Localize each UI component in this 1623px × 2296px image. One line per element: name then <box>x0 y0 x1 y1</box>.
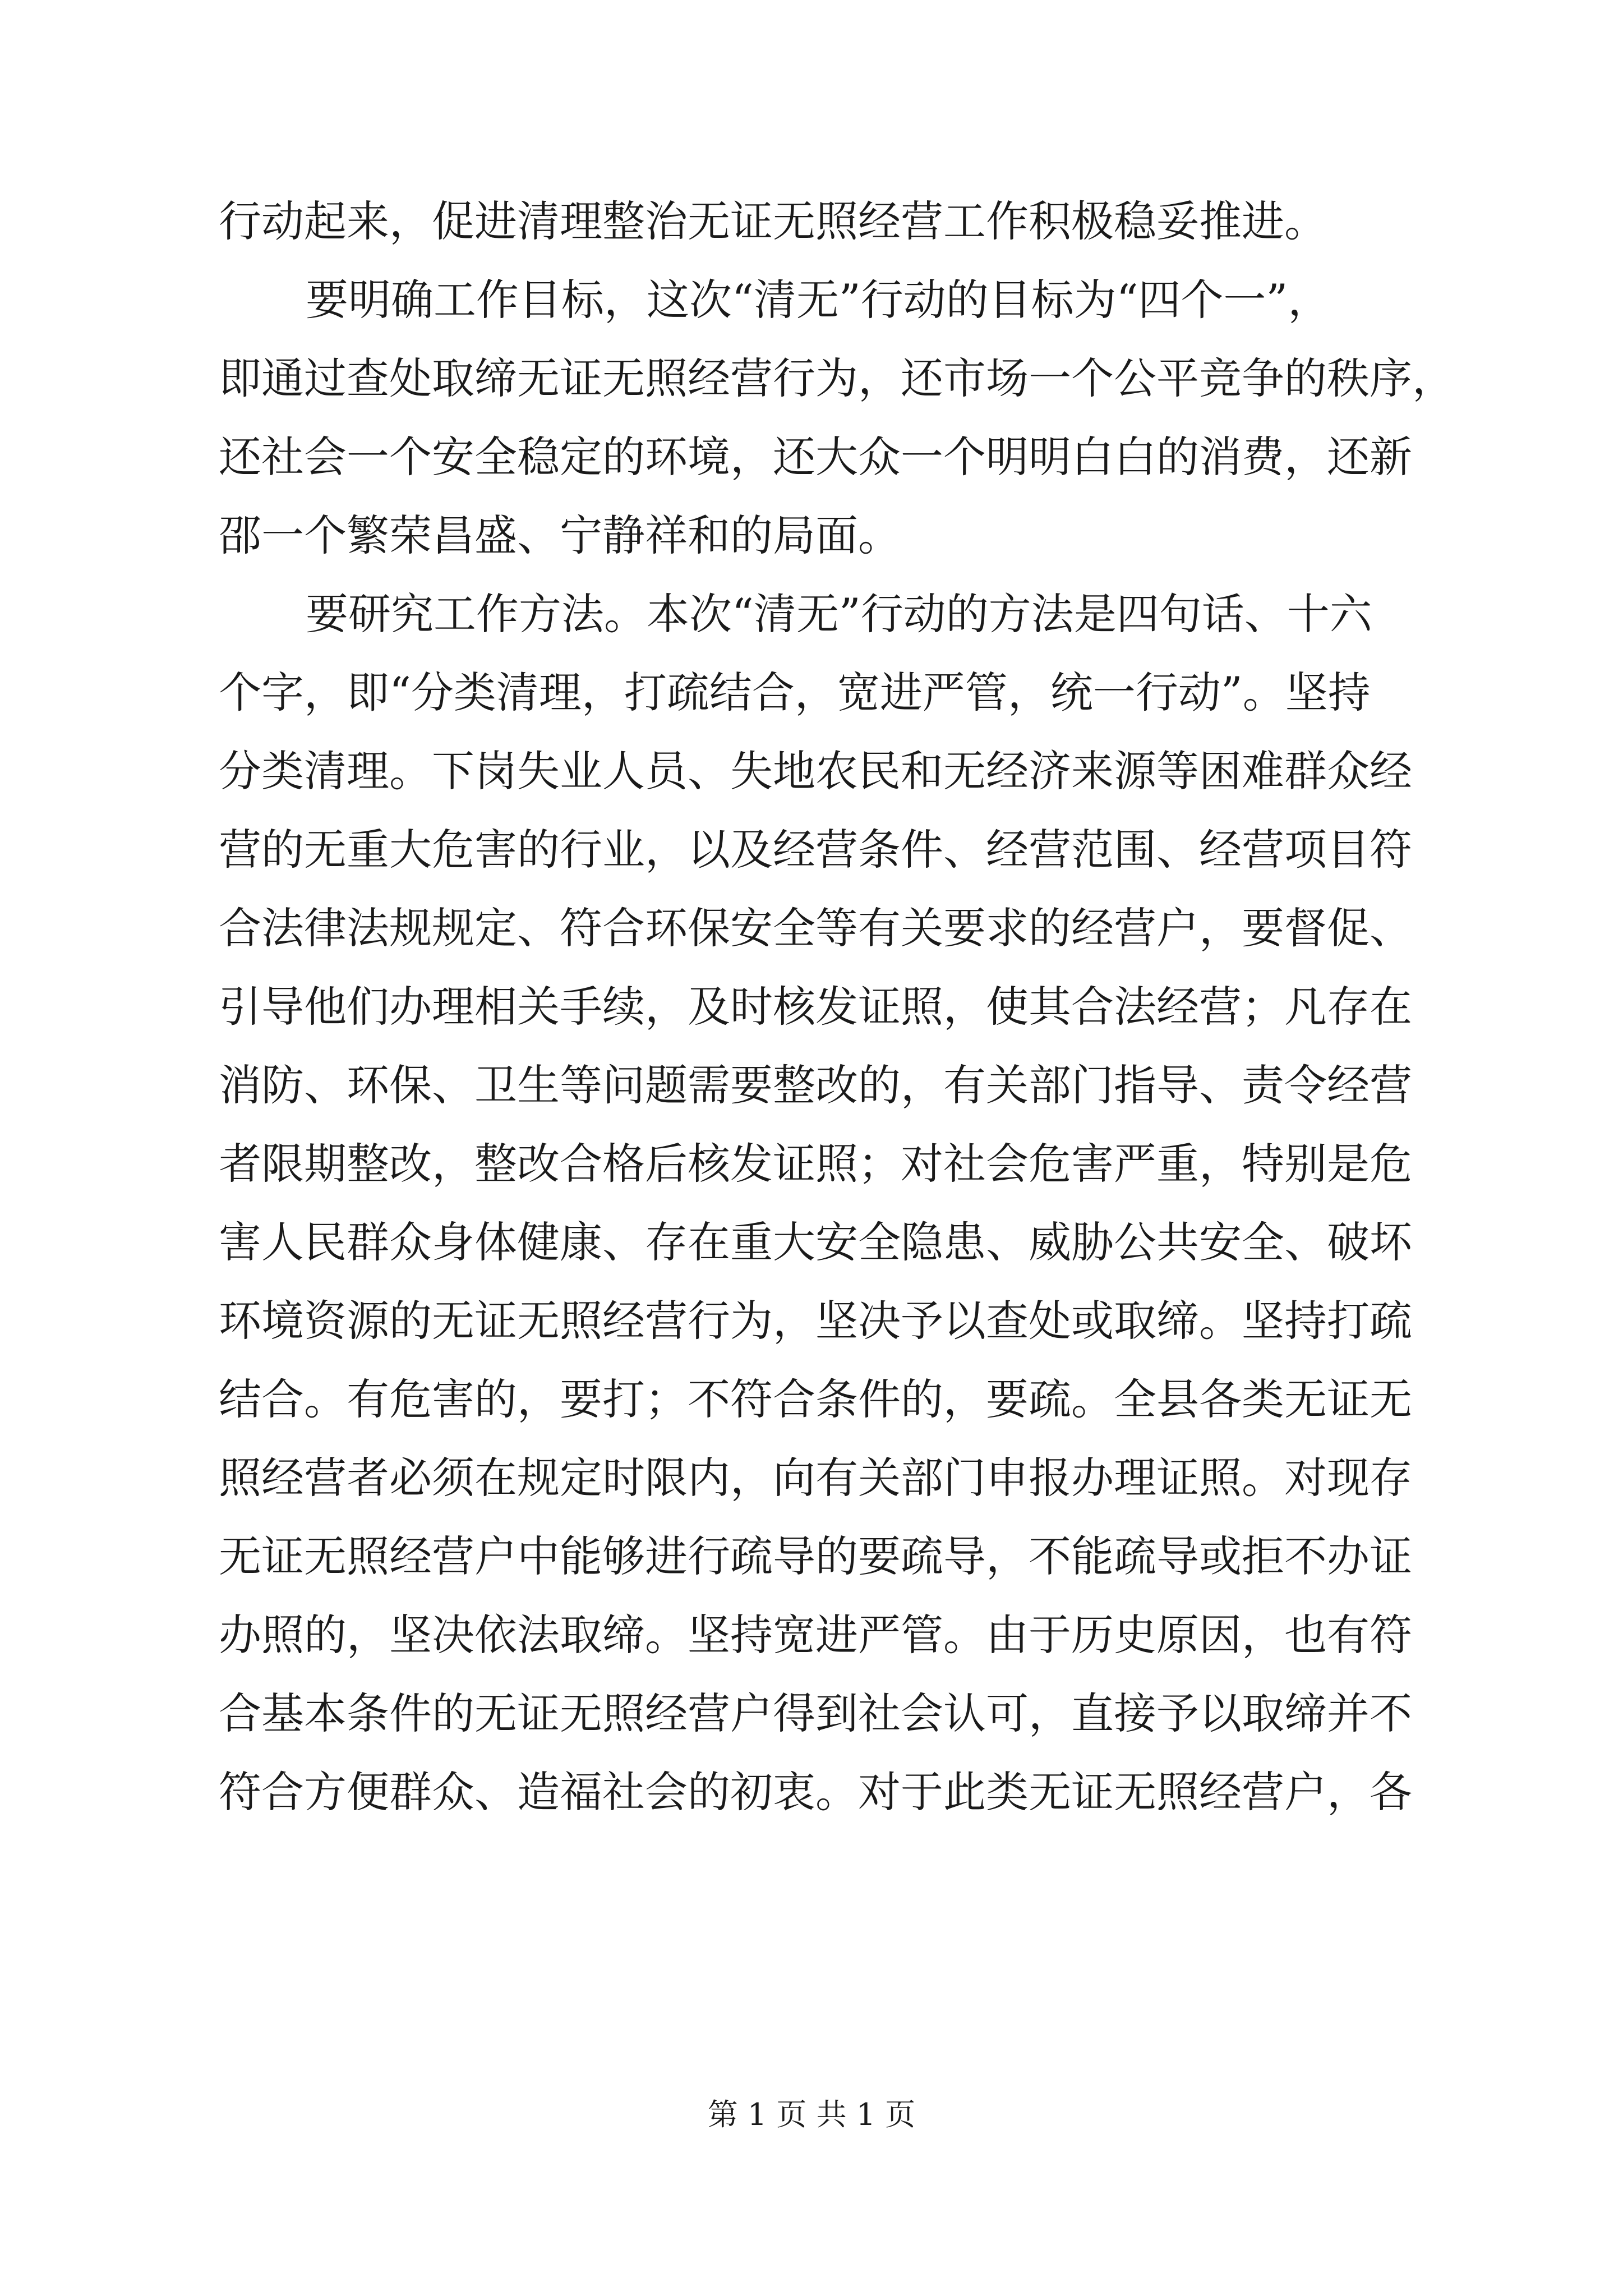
text-line: 结合。有危害的，要打；不符合条件的，要疏。全县各类无证无 <box>219 1374 1412 1424</box>
text-line: 营的无重大危害的行业，以及经营条件、经营范围、经营项目符 <box>219 825 1412 875</box>
text-line: 分类清理。下岗失业人员、失地农民和无经济来源等困难群众经 <box>219 746 1412 796</box>
text-line: 合法律法规规定、符合环保安全等有关要求的经营户，要督促、 <box>219 903 1412 953</box>
text-line: 要研究工作方法。本次“清无”行动的方法是四句话、十六 <box>306 589 1372 639</box>
text-line: 合基本条件的无证无照经营户得到社会认可，直接予以取缔并不 <box>219 1688 1412 1738</box>
text-line: 者限期整改，整改合格后核发证照；对社会危害严重，特别是危 <box>219 1139 1412 1189</box>
page-number-footer: 第 1 页 共 1 页 <box>707 2097 916 2132</box>
text-line: 即通过查处取缔无证无照经营行为，还市场一个公平竞争的秩序， <box>219 353 1455 403</box>
text-line: 引导他们办理相关手续，及时核发证照，使其合法经营；凡存在 <box>219 982 1412 1032</box>
text-line: 害人民群众身体健康、存在重大安全隐患、威胁公共安全、破坏 <box>219 1217 1412 1267</box>
text-line: 个字，即“分类清理，打疏结合，宽进严管，统一行动”。坚持 <box>219 668 1371 717</box>
text-line: 行动起来，促进清理整治无证无照经营工作积极稳妥推进。 <box>219 196 1327 246</box>
text-line: 照经营者必须在规定时限内，向有关部门申报办理证照。对现存 <box>219 1453 1412 1503</box>
text-line: 无证无照经营户中能够进行疏导的要疏导，不能疏导或拒不办证 <box>219 1531 1412 1581</box>
text-line: 邵一个繁荣昌盛、宁静祥和的局面。 <box>219 510 901 560</box>
text-line: 符合方便群众、造福社会的初衷。对于此类无证无照经营户，各 <box>219 1767 1412 1817</box>
text-line: 要明确工作目标，这次“清无”行动的目标为“四个一”， <box>306 275 1331 325</box>
text-line: 还社会一个安全稳定的环境，还大众一个明明白白的消费，还新 <box>219 432 1412 482</box>
text-line: 环境资源的无证无照经营行为，坚决予以查处或取缔。坚持打疏 <box>219 1296 1412 1346</box>
text-line: 消防、环保、卫生等问题需要整改的，有关部门指导、责令经营 <box>219 1060 1412 1110</box>
text-line: 办照的，坚决依法取缔。坚持宽进严管。由于历史原因，也有符 <box>219 1610 1412 1660</box>
